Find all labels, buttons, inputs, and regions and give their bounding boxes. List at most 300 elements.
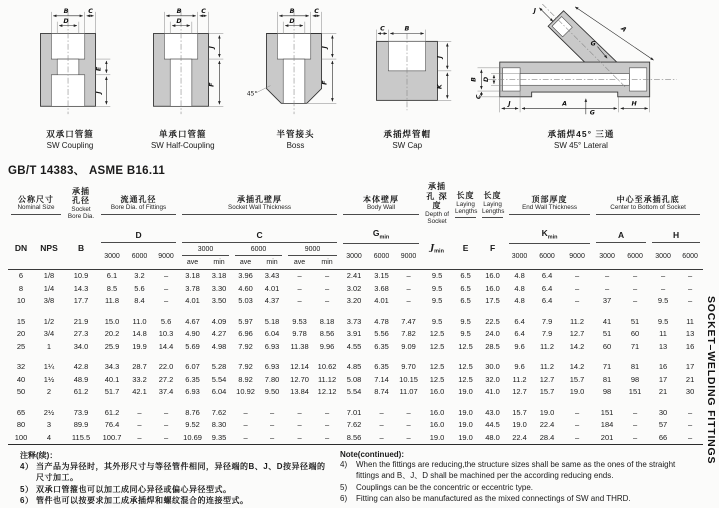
cell: 4.01 [264, 283, 280, 293]
group-gap [8, 353, 703, 361]
table-header [8, 181, 703, 269]
cell: 41 [602, 316, 612, 326]
cell: – [324, 407, 330, 417]
col-a-6000: 6000 [627, 252, 643, 260]
cell: 6.5 [460, 271, 471, 281]
notes-en-list [332, 460, 693, 505]
col-h-3000: 3000 [655, 252, 671, 260]
cell: 3.15 [374, 271, 389, 281]
cell: 21 [658, 387, 668, 397]
cell: 21 [685, 374, 695, 384]
col-sym-g: $G_{min}$ [340, 227, 422, 244]
angle-label: 45° [246, 91, 257, 98]
cell: 8.76 [185, 407, 200, 417]
caption-en: SW Half-Coupling [150, 141, 215, 150]
col-sym-a: A [593, 227, 649, 244]
cell: 100 [14, 432, 28, 442]
cell: 11 [659, 329, 667, 339]
cell: 34.3 [104, 362, 120, 372]
cell: 89.9 [73, 420, 89, 430]
cell: 17 [685, 362, 695, 372]
cell: 7.62 [346, 420, 362, 430]
cell: 5.56 [374, 329, 389, 339]
cell: 71 [602, 362, 612, 372]
cell: 30.0 [485, 362, 500, 372]
cell: – [297, 420, 302, 430]
col-g-3000: 3000 [346, 252, 362, 260]
dim-label-j: J [94, 91, 103, 94]
cell: 73.9 [73, 407, 89, 417]
cell: 6.35 [374, 341, 389, 351]
cell: 8.74 [374, 387, 389, 397]
cell: – [243, 407, 248, 417]
cell: 60 [602, 341, 612, 351]
cell: 151 [628, 387, 642, 397]
cell: 5.54 [346, 387, 362, 397]
cell: 76.4 [104, 420, 120, 430]
cell: 9.5 [657, 296, 669, 306]
col-group-laying-e: 长度 Laying Lengths [452, 181, 479, 227]
cell: 3.91 [346, 329, 362, 339]
cell: – [632, 271, 638, 281]
cell: 3.78 [185, 283, 200, 293]
cell: – [269, 407, 275, 417]
cell: – [688, 432, 693, 442]
cell: 11.07 [399, 387, 418, 397]
cell: – [406, 420, 411, 430]
cell: 14.2 [569, 341, 585, 351]
cell: – [688, 296, 693, 306]
col-g-9000: 9000 [400, 252, 417, 260]
col-c-3000: 3000 [179, 244, 232, 257]
cell: 13 [685, 329, 695, 339]
cell: 9.78 [292, 329, 307, 339]
table-row [8, 340, 703, 353]
cell: 5.28 [211, 362, 227, 372]
cell: 7.92 [238, 362, 253, 372]
cell: 9.5 [657, 316, 669, 326]
figure-sw-cap [352, 4, 462, 150]
table-row [8, 406, 703, 419]
cell: 6.5 [460, 296, 471, 306]
cell: – [632, 420, 638, 430]
cell: 48.0 [485, 432, 500, 442]
cell: 3/4 [43, 329, 55, 339]
cell: 14.4 [158, 341, 174, 351]
cell: 4.01 [185, 296, 200, 306]
cell: 3/8 [43, 296, 55, 306]
caption-en: SW Cap [392, 141, 423, 150]
cell: 2½ [43, 407, 55, 417]
cell: 14.3 [73, 283, 89, 293]
caption-zh: 承插焊管帽 [383, 129, 431, 139]
col-sym-d: D [98, 227, 179, 244]
cell: 12.70 [290, 374, 309, 384]
cell: 15 [16, 316, 26, 326]
cell: – [660, 283, 666, 293]
cell: – [406, 407, 411, 417]
dim-label-c: C [201, 6, 206, 15]
cell: 6.93 [264, 341, 280, 351]
cell: 81 [602, 374, 612, 384]
cell: 16.0 [485, 271, 500, 281]
col-sym-c: C [179, 227, 340, 244]
cell: 7.01 [346, 407, 362, 417]
cell: 9.6 [514, 362, 525, 372]
cell: – [297, 407, 302, 417]
caption-en: Boss [286, 141, 305, 150]
cell: 5.54 [211, 374, 227, 384]
cell: 3.30 [211, 283, 227, 293]
note-item: 4) When the fittings are reducing,the structure sizes shall be same as the ones of the straight fittings and B、J、D shall be machined per the according reducing ends. [340, 459, 676, 480]
cell: 201 [600, 432, 614, 442]
sw-half-coupling-drawing [127, 4, 239, 122]
cell: 9.5 [431, 271, 443, 281]
sw-coupling-drawing [14, 4, 126, 122]
cell: 60 [630, 329, 640, 339]
col-c-9000: 9000 [285, 244, 340, 257]
cell: 3.18 [211, 271, 227, 281]
cell: 9.5 [431, 283, 443, 293]
cell: 12.7 [539, 374, 555, 384]
col-group-nominal-size: 公称尺寸 Nominal Size [8, 181, 64, 227]
dim-label-b: B [176, 6, 182, 15]
cell: – [574, 432, 580, 442]
col-d-6000: 6000 [131, 252, 148, 260]
col-c9000-min: min [321, 259, 333, 267]
dim-label-f: F [319, 80, 328, 85]
caption-zh: 双承口管箍 [46, 129, 94, 139]
cell: 3 [46, 420, 52, 430]
cell: 10.62 [317, 362, 337, 372]
cell: – [688, 420, 693, 430]
cell: 7.92 [238, 341, 253, 351]
cell: 151 [600, 407, 614, 417]
cell: 20 [16, 329, 26, 339]
cell: 11.2 [570, 316, 585, 326]
cell: 33.2 [132, 374, 147, 384]
cell: – [632, 296, 638, 306]
col-c3000-ave: ave [186, 259, 199, 267]
cell: – [406, 432, 411, 442]
notes-zh [12, 450, 332, 508]
cell: 4.8 [514, 271, 525, 281]
cell: 7.82 [401, 329, 416, 339]
cell: – [688, 271, 693, 281]
cell: 28.7 [132, 362, 147, 372]
col-sym-k: $K_{min}$ [506, 227, 593, 244]
cell: 2 [46, 387, 52, 397]
cell: 10 [16, 296, 26, 306]
cell: 61.2 [104, 407, 120, 417]
cell: 32.0 [485, 374, 500, 384]
cell: 4.8 [514, 296, 525, 306]
cell: – [379, 420, 384, 430]
dim-label-g-mid: G [590, 40, 596, 48]
cell: 4.55 [346, 341, 362, 351]
cell: 11.0 [132, 316, 147, 326]
cell: 4.01 [374, 296, 389, 306]
cell: 19.0 [569, 387, 585, 397]
table-row [8, 361, 703, 374]
cell: 6.4 [514, 329, 525, 339]
sw-45-lateral-drawing [463, 4, 699, 122]
cell: 22.4 [539, 420, 555, 430]
cell: 16 [658, 362, 668, 372]
cell: 4.09 [211, 316, 227, 326]
cell: – [604, 271, 610, 281]
note-item: 6) Fitting can also be manufactured as the mixed connectings of SW and THRD. [340, 494, 631, 504]
cell: – [269, 432, 275, 442]
note-item: 5） 双承口管箍也可以加工成同心异径或偏心异径型式。 [20, 484, 232, 494]
cell: 12.5 [458, 341, 473, 351]
dim-label-b: B [289, 6, 294, 15]
cell: – [269, 420, 275, 430]
cell: 3.73 [346, 316, 362, 326]
table-row [8, 269, 703, 282]
cell: 19.0 [512, 420, 527, 430]
cell: 13 [658, 341, 668, 351]
col-group-socket-wall: 承插孔壁厚 Socket Wall Thickness [179, 181, 340, 227]
cell: – [137, 407, 142, 417]
cell: 6.04 [264, 329, 280, 339]
cell: 13.84 [290, 387, 309, 397]
dim-label-a-diag: A [619, 25, 628, 34]
col-nps: NPS [40, 243, 58, 254]
cell: 6.4 [541, 296, 553, 306]
cell: 7.14 [374, 374, 389, 384]
cell: 11 [686, 316, 694, 326]
caption-en: SW 45° Lateral [554, 141, 608, 150]
dim-label-c: C [313, 6, 319, 15]
col-group-laying-f: 长度 Laying Lengths [479, 181, 506, 227]
cell: – [632, 432, 638, 442]
cell: – [163, 420, 169, 430]
cell: 6.4 [541, 271, 553, 281]
cell: – [324, 296, 330, 306]
cell: 11.2 [540, 362, 555, 372]
cell: 9.53 [292, 316, 307, 326]
cell: 5.18 [264, 316, 280, 326]
cell: 6.04 [211, 387, 227, 397]
cell: 5.6 [134, 283, 145, 293]
dim-label-c: C [88, 6, 93, 15]
cell: 7.9 [541, 316, 553, 326]
cell: 1/2 [43, 316, 55, 326]
cell: 71 [630, 341, 640, 351]
cell: 10.15 [399, 374, 418, 384]
col-group-bore-dia: 流通孔径 Bore Dia. of Fittings [98, 181, 179, 227]
cell: – [324, 420, 330, 430]
cell: 1/4 [43, 283, 55, 293]
table-row [8, 328, 703, 341]
cell: 14.8 [132, 329, 147, 339]
table-body [8, 269, 703, 444]
figure-sw-half-coupling [127, 4, 239, 150]
col-e: E [462, 243, 469, 254]
cell: 9.5 [460, 316, 471, 326]
group-gap [8, 398, 703, 406]
col-group-center-bottom: 中心至承插孔底 Center to Bottom of Socket [593, 181, 703, 227]
cell: 17.7 [73, 296, 89, 306]
cell: – [297, 271, 302, 281]
cell: 22.4 [512, 432, 527, 442]
cell: 51 [602, 329, 612, 339]
cell: 8.5 [106, 283, 118, 293]
dim-label-j: J [319, 46, 328, 49]
cell: 4.67 [185, 316, 200, 326]
notes-en-heading: Note(continued): [340, 449, 404, 459]
col-b: B [77, 243, 85, 254]
dim-label-e: E [94, 66, 103, 72]
col-c3000-min: min [213, 259, 225, 267]
col-g-6000: 6000 [373, 252, 390, 260]
col-sym-h: H [649, 227, 703, 244]
cell: 1½ [43, 374, 55, 384]
cell: – [660, 271, 666, 281]
col-c9000-ave: ave [293, 259, 306, 267]
col-k-9000: 9000 [569, 252, 585, 260]
cell: 40 [16, 374, 26, 384]
dim-label-c: C [380, 24, 386, 33]
figure-sw-45-lateral [463, 4, 699, 150]
cell: 25.9 [104, 341, 120, 351]
cell: 11.2 [540, 341, 555, 351]
cell: 42.1 [132, 387, 147, 397]
col-group-depth-of-socket: 承插孔 深度 Depth of Socket [425, 182, 449, 226]
cell: 4.98 [211, 341, 227, 351]
dim-label-j: J [207, 46, 216, 49]
cell: 27.3 [73, 329, 89, 339]
col-c-6000: 6000 [232, 244, 285, 257]
figure-sw-coupling [14, 4, 126, 150]
cell: 20.2 [104, 329, 120, 339]
col-d-9000: 9000 [158, 252, 174, 260]
cell: – [297, 432, 302, 442]
cell: 12.5 [429, 374, 445, 384]
cell: 8.56 [346, 432, 362, 442]
cell: 5.03 [238, 296, 253, 306]
dim-label-c: C [475, 94, 483, 100]
cell: 16.0 [429, 387, 445, 397]
cell: 15.7 [569, 374, 585, 384]
page-title: GB/T 14383、 ASME B16.11 [8, 165, 166, 177]
cell: 14.2 [569, 362, 585, 372]
cell: 8.18 [319, 316, 335, 326]
cell: 37 [602, 296, 612, 306]
cell: 10.9 [73, 271, 89, 281]
cell: – [379, 432, 384, 442]
dim-label-d: D [176, 17, 182, 26]
dim-label-d: D [483, 76, 491, 83]
dimension-table [8, 181, 703, 445]
group-gap [8, 307, 703, 315]
col-j-min: $J_{min}$ [430, 242, 444, 255]
cell: 9.09 [401, 341, 416, 351]
note-item: 6） 管件也可以按要求加工成承插焊和螺纹混合的连接型式。 [20, 496, 249, 506]
cell: – [324, 283, 330, 293]
col-k-6000: 6000 [539, 252, 555, 260]
cell: 3.02 [346, 283, 362, 293]
cell: – [379, 407, 384, 417]
cell: 4.27 [211, 329, 227, 339]
cell: 1/8 [43, 271, 55, 281]
cell: – [574, 271, 580, 281]
sw-cap-drawing [352, 4, 462, 122]
cell: 12.5 [429, 362, 445, 372]
caption-zh: 半管接头 [276, 129, 315, 139]
cell: 5.08 [346, 374, 362, 384]
cell: 6.35 [374, 362, 389, 372]
dim-label-g-bottom: G [589, 109, 595, 117]
cell: 10.3 [158, 329, 174, 339]
dim-label-f: F [207, 82, 216, 87]
cell: 9.6 [514, 341, 525, 351]
cell: 30 [685, 387, 695, 397]
cell: 100.7 [102, 432, 122, 442]
notes-zh-list [12, 462, 332, 507]
cell: 48.9 [73, 374, 89, 384]
cell: – [632, 283, 638, 293]
note-item: 5) Couplings can be the concentric or eccentric type. [340, 482, 533, 492]
cell: 16.0 [429, 420, 445, 430]
col-group-end-wall: 顶部厚度 End Wall Thickness [506, 181, 593, 227]
cell: 19.0 [458, 420, 473, 430]
col-c6000-min: min [266, 259, 278, 267]
cell: 51 [630, 316, 640, 326]
cell: – [574, 420, 580, 430]
cell: 12.5 [458, 374, 473, 384]
cell: 19.0 [458, 387, 473, 397]
cell: 32 [16, 362, 26, 372]
caption-zh: 单承口管箍 [158, 129, 207, 139]
cell: 98 [602, 387, 612, 397]
cell: 41.0 [485, 387, 500, 397]
cell: 37.4 [158, 387, 174, 397]
cell: – [632, 407, 638, 417]
cell: 9.5 [431, 316, 443, 326]
cell: 4.60 [238, 283, 253, 293]
cell: 3.50 [211, 296, 227, 306]
cell: 98 [630, 374, 640, 384]
cell: 6.4 [514, 316, 525, 326]
cell: 6.96 [238, 329, 253, 339]
cell: 16.0 [485, 283, 500, 293]
cell: 5.69 [185, 341, 200, 351]
cell: 9.5 [431, 296, 443, 306]
cell: 80 [16, 420, 26, 430]
cell: 10.69 [183, 432, 202, 442]
cell: 11.38 [290, 341, 309, 351]
cell: 17.5 [485, 296, 500, 306]
cell: 3.20 [346, 296, 362, 306]
cell: 81 [630, 362, 640, 372]
cell: 1¼ [43, 362, 55, 372]
cell: – [324, 271, 330, 281]
dim-label-j-top: J [533, 7, 536, 15]
table-row [8, 295, 703, 308]
cell: 4.78 [374, 316, 389, 326]
cell: – [688, 407, 693, 417]
cell: 21.9 [73, 316, 89, 326]
cell: 9.70 [401, 362, 416, 372]
cell: 8.4 [134, 296, 145, 306]
cell: – [574, 296, 580, 306]
cell: 5.6 [160, 316, 172, 326]
cell: 10.92 [236, 387, 255, 397]
cell: – [406, 271, 411, 281]
cell: 4.85 [346, 362, 362, 372]
